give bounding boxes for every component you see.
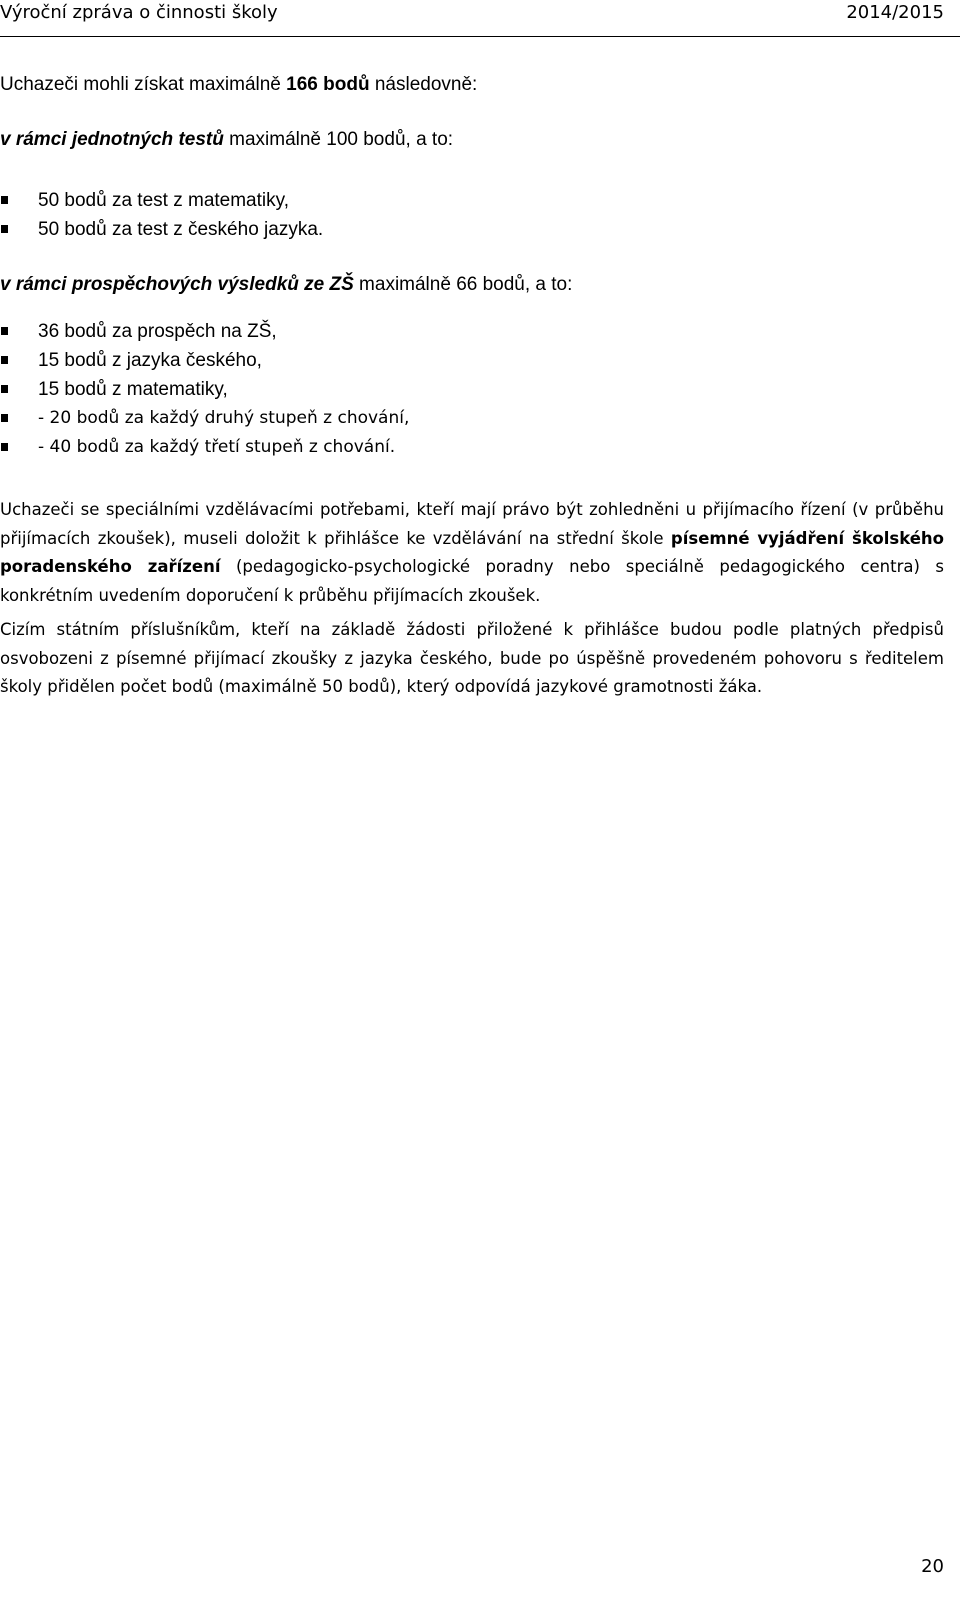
list-item: - 40 bodů za každý třetí stupeň z chování. bbox=[0, 433, 409, 462]
page-number: 20 bbox=[921, 1556, 944, 1577]
bullet-square-icon bbox=[1, 414, 8, 422]
list-item: 50 bodů za test z matematiky, bbox=[0, 186, 323, 215]
school-year: 2014/2015 bbox=[846, 2, 944, 23]
foreign-nationals-paragraph: Cizím státním příslušníkům, kteří na základě žádosti přiložené k přihlášce budou podle platných předpisů osvobozeni z písemné přijímací zkoušky z jazyka českého, bude po úspěšně provedeném pohovoru s ředitelem školy přidělen počet bodů (maximálně 50 bodů), který odpovídá jazykové gramotnosti žáka. bbox=[0, 620, 944, 696]
section1-lead bbox=[0, 127, 453, 153]
intro-suffix: následovně: bbox=[369, 74, 478, 95]
section2-lead-rest: maximálně 66 bodů, a to: bbox=[353, 274, 573, 295]
intro-max-points: 166 bodů bbox=[286, 74, 370, 95]
special-needs-paragraph: Uchazeči se speciálními vzdělávacími potřebami, kteří mají právo být zohledněni u přijímacího řízení (v průběhu přijímacích zkoušek), museli doložit k přihlášce ke vzdělávání na střední škole písemné vyjádření školského poradenského zařízení (pedagogicko-psychologické poradny nebo speciálně pedagogického centra) s konkrétním uvedením doporučení k průběhu přijímacích zkoušek. bbox=[0, 500, 945, 605]
list-item: - 20 bodů za každý druhý stupeň z chování, bbox=[0, 404, 409, 433]
intro-prefix: Uchazeči mohli získat maximálně bbox=[0, 74, 287, 95]
behavior-penalty-list bbox=[0, 404, 409, 462]
bullet-square-icon bbox=[1, 385, 8, 393]
bullet-square-icon bbox=[1, 356, 8, 364]
document-title: Výroční zpráva o činnosti školy bbox=[0, 2, 278, 23]
bullet-square-icon bbox=[1, 327, 8, 335]
list-item: 36 bodů za prospěch na ZŠ, bbox=[0, 317, 277, 346]
section1-lead-emphasis: v rámci jednotných testů bbox=[0, 129, 224, 150]
special-needs-emphasis: písemné vyjádření školského poradenského zařízení bbox=[0, 528, 944, 576]
section2-lead-emphasis: v rámci prospěchových výsledků ze ZŠ bbox=[0, 274, 354, 295]
bullet-square-icon bbox=[1, 225, 8, 233]
intro-line bbox=[0, 72, 477, 98]
section2-lead bbox=[0, 272, 572, 298]
bullet-square-icon bbox=[1, 443, 8, 451]
list-item: 15 bodů z jazyka českého, bbox=[0, 346, 277, 375]
list-item: 15 bodů z matematiky, bbox=[0, 375, 277, 404]
tests-points-list bbox=[0, 186, 323, 244]
bullet-square-icon bbox=[1, 196, 8, 204]
grades-points-list bbox=[0, 317, 277, 404]
section1-lead-rest: maximálně 100 bodů, a to: bbox=[223, 129, 454, 150]
list-item: 50 bodů za test z českého jazyka. bbox=[0, 215, 323, 244]
page-header bbox=[0, 0, 960, 37]
